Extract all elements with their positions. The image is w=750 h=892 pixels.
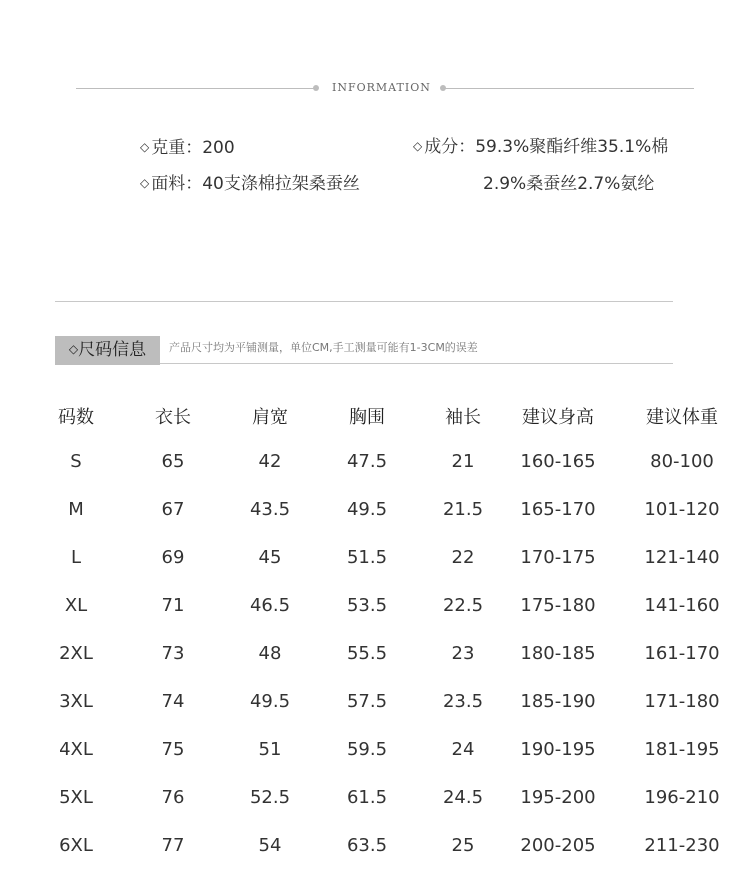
column-header-size: 码数: [58, 407, 94, 428]
table-cell-size: 2XL: [59, 643, 93, 664]
spec-weight: [140, 133, 235, 158]
information-header: [76, 79, 694, 99]
table-cell-shoulder: 51: [258, 739, 282, 760]
table-cell-size: 6XL: [59, 835, 93, 856]
table-cell-weight: 80-100: [650, 451, 714, 472]
table-cell-sleeve: 23.5: [442, 691, 484, 712]
spec-fabric: [140, 169, 360, 194]
information-title: INFORMATION: [332, 81, 431, 94]
table-cell-shoulder: 48: [258, 643, 282, 664]
table-cell-height: 175-180: [520, 595, 596, 616]
table-cell-length: 73: [161, 643, 185, 664]
column-header-length: 衣长: [155, 407, 191, 428]
column-header-height: 建议身高: [522, 407, 594, 428]
table-cell-chest: 57.5: [346, 691, 388, 712]
table-cell-length: 69: [161, 547, 185, 568]
diamond-bullet-icon: ◇: [140, 140, 150, 154]
table-cell-sleeve: 23: [451, 643, 475, 664]
table-cell-weight: 171-180: [644, 691, 720, 712]
table-cell-height: 160-165: [520, 451, 596, 472]
header-dot-left: [313, 85, 319, 91]
spec-composition-line-2: 2.9%桑蚕丝2.7%氨纶: [483, 174, 655, 194]
table-cell-length: 75: [161, 739, 185, 760]
table-cell-height: 185-190: [520, 691, 596, 712]
table-cell-weight: 161-170: [644, 643, 720, 664]
size-measure-note: 产品尺寸均为平铺测量，单位CM,手工测量可能有1-3CM的误差: [169, 341, 478, 354]
column-header-weight: 建议体重: [646, 407, 718, 428]
table-cell-sleeve: 22.5: [442, 595, 484, 616]
fabric-label: 面料：: [151, 174, 203, 194]
table-cell-sleeve: 24: [451, 739, 475, 760]
size-info-title: 尺码信息: [78, 340, 147, 360]
table-cell-sleeve: 21: [451, 451, 475, 472]
table-cell-height: 165-170: [520, 499, 596, 520]
table-cell-shoulder: 43.5: [249, 499, 291, 520]
diamond-bullet-icon: ◇: [68, 342, 79, 356]
table-cell-height: 190-195: [520, 739, 596, 760]
table-cell-sleeve: 25: [451, 835, 475, 856]
table-cell-size: XL: [64, 595, 88, 616]
table-cell-height: 200-205: [520, 835, 596, 856]
table-cell-shoulder: 42: [258, 451, 282, 472]
table-cell-length: 76: [161, 787, 185, 808]
table-cell-size: 5XL: [59, 787, 93, 808]
table-cell-weight: 121-140: [644, 547, 720, 568]
table-cell-chest: 63.5: [346, 835, 388, 856]
table-cell-chest: 53.5: [346, 595, 388, 616]
weight-label: 克重：: [151, 138, 203, 158]
diamond-bullet-icon: ◇: [140, 176, 150, 190]
table-cell-shoulder: 45: [258, 547, 282, 568]
fabric-value: 40支涤棉拉架桑蚕丝: [202, 174, 360, 194]
table-cell-shoulder: 49.5: [249, 691, 291, 712]
table-cell-weight: 211-230: [644, 835, 720, 856]
diamond-bullet-icon: ◇: [413, 139, 423, 153]
table-cell-height: 195-200: [520, 787, 596, 808]
table-cell-length: 77: [161, 835, 185, 856]
table-cell-chest: 49.5: [346, 499, 388, 520]
table-cell-weight: 141-160: [644, 595, 720, 616]
composition-label: 成分：: [424, 137, 476, 157]
header-rule-left: [76, 88, 316, 89]
column-header-chest: 胸围: [349, 407, 385, 428]
table-cell-shoulder: 54: [258, 835, 282, 856]
table-cell-weight: 181-195: [644, 739, 720, 760]
table-cell-size: 3XL: [59, 691, 93, 712]
table-cell-shoulder: 46.5: [249, 595, 291, 616]
table-cell-chest: 55.5: [346, 643, 388, 664]
weight-value: 200: [202, 138, 235, 158]
table-cell-height: 180-185: [520, 643, 596, 664]
spec-composition: [413, 132, 668, 157]
table-cell-sleeve: 21.5: [442, 499, 484, 520]
header-rule-right: [444, 88, 694, 89]
table-cell-length: 71: [161, 595, 185, 616]
table-cell-chest: 51.5: [346, 547, 388, 568]
table-cell-sleeve: 22: [451, 547, 475, 568]
table-cell-chest: 47.5: [346, 451, 388, 472]
table-cell-length: 74: [161, 691, 185, 712]
table-cell-shoulder: 52.5: [249, 787, 291, 808]
column-header-sleeve: 袖长: [445, 407, 481, 428]
table-cell-weight: 196-210: [644, 787, 720, 808]
table-cell-weight: 101-120: [644, 499, 720, 520]
table-cell-size: M: [68, 499, 84, 520]
table-cell-height: 170-175: [520, 547, 596, 568]
table-cell-chest: 61.5: [346, 787, 388, 808]
column-header-shoulder: 肩宽: [252, 407, 288, 428]
table-cell-size: L: [70, 547, 82, 568]
table-cell-sleeve: 24.5: [442, 787, 484, 808]
table-cell-chest: 59.5: [346, 739, 388, 760]
composition-line-1: 59.3%聚酯纤维35.1%棉: [475, 137, 669, 157]
size-info-tag: [55, 336, 160, 365]
table-cell-size: S: [70, 451, 82, 472]
table-cell-size: 4XL: [59, 739, 93, 760]
section-divider: [55, 301, 673, 302]
table-cell-length: 65: [161, 451, 185, 472]
table-cell-length: 67: [161, 499, 185, 520]
